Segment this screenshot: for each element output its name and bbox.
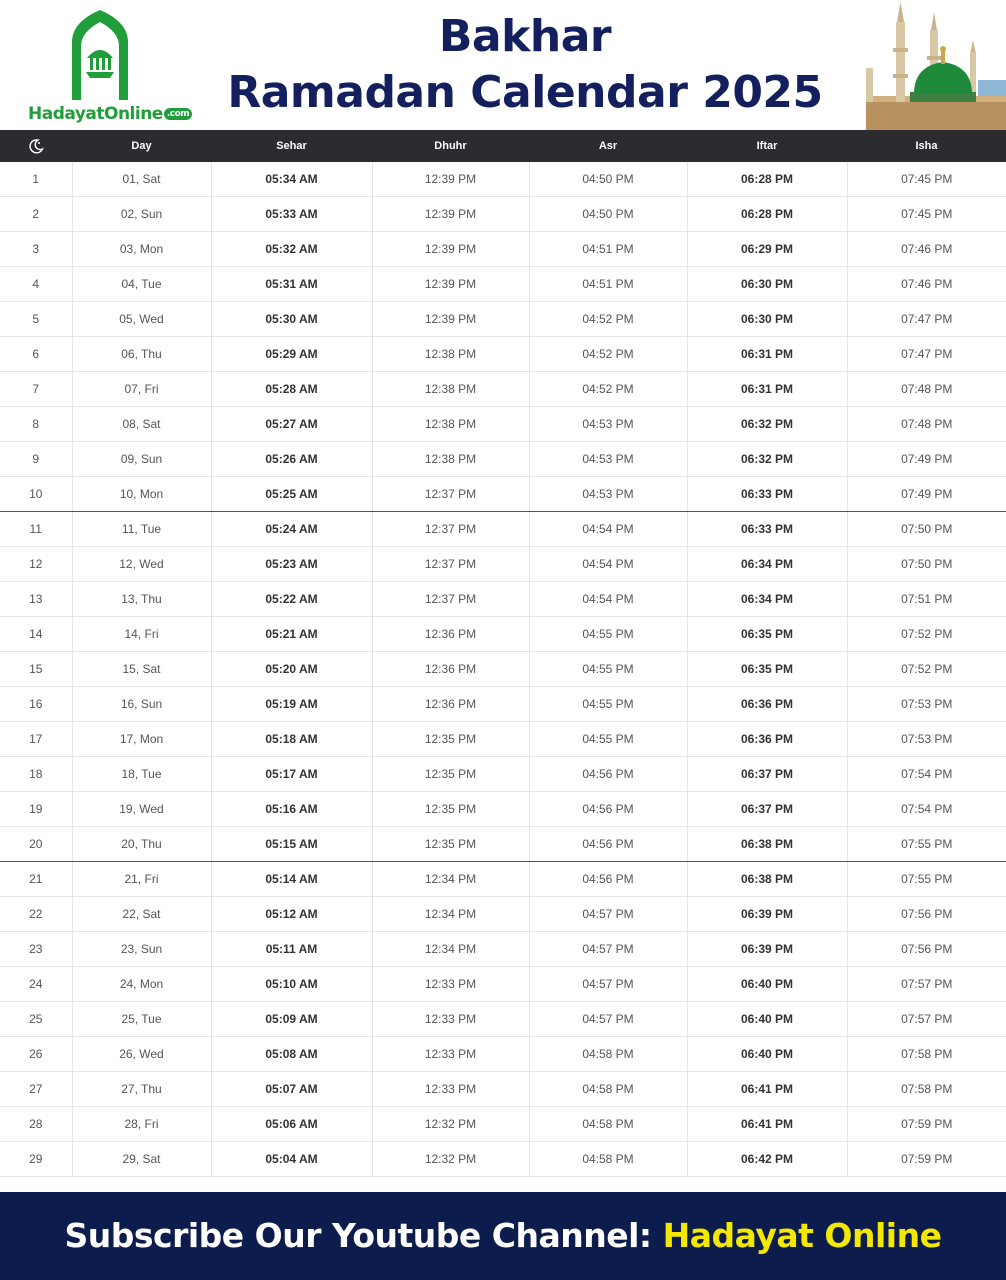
cell-index: 15 <box>0 652 72 687</box>
cell-sehar: 05:16 AM <box>211 792 372 827</box>
cell-index: 27 <box>0 1072 72 1107</box>
cell-iftar: 06:40 PM <box>687 1037 847 1072</box>
cell-day: 23, Sun <box>72 932 211 967</box>
cell-asr: 04:56 PM <box>529 792 687 827</box>
cell-dhuhr: 12:36 PM <box>372 652 529 687</box>
cell-dhuhr: 12:32 PM <box>372 1107 529 1142</box>
cell-isha: 07:55 PM <box>847 827 1006 862</box>
cell-dhuhr: 12:32 PM <box>372 1142 529 1177</box>
cell-asr: 04:51 PM <box>529 232 687 267</box>
cell-isha: 07:50 PM <box>847 547 1006 582</box>
cell-isha: 07:46 PM <box>847 267 1006 302</box>
cell-asr: 04:55 PM <box>529 617 687 652</box>
cell-index: 2 <box>0 197 72 232</box>
cell-sehar: 05:24 AM <box>211 512 372 547</box>
cell-iftar: 06:40 PM <box>687 1002 847 1037</box>
cell-dhuhr: 12:35 PM <box>372 722 529 757</box>
logo-suffix: .com <box>164 108 192 120</box>
cell-sehar: 05:28 AM <box>211 372 372 407</box>
cell-sehar: 05:26 AM <box>211 442 372 477</box>
logo-wordmark <box>28 104 192 124</box>
cell-isha: 07:59 PM <box>847 1142 1006 1177</box>
cell-iftar: 06:37 PM <box>687 757 847 792</box>
cell-isha: 07:52 PM <box>847 652 1006 687</box>
cell-iftar: 06:33 PM <box>687 477 847 512</box>
cell-iftar: 06:31 PM <box>687 337 847 372</box>
cell-isha: 07:52 PM <box>847 617 1006 652</box>
cell-isha: 07:55 PM <box>847 862 1006 897</box>
table-row <box>0 512 1006 547</box>
cell-iftar: 06:32 PM <box>687 407 847 442</box>
table-row <box>0 442 1006 477</box>
cell-index: 20 <box>0 827 72 862</box>
table-row <box>0 232 1006 267</box>
cell-dhuhr: 12:33 PM <box>372 1072 529 1107</box>
table-row <box>0 477 1006 512</box>
table-row <box>0 1072 1006 1107</box>
table-row <box>0 197 1006 232</box>
cell-isha: 07:58 PM <box>847 1072 1006 1107</box>
cell-iftar: 06:34 PM <box>687 547 847 582</box>
cell-isha: 07:53 PM <box>847 687 1006 722</box>
cell-isha: 07:47 PM <box>847 302 1006 337</box>
calendar-body <box>0 162 1006 1177</box>
table-header-row <box>0 130 1006 162</box>
cell-dhuhr: 12:34 PM <box>372 932 529 967</box>
cell-day: 12, Wed <box>72 547 211 582</box>
cell-sehar: 05:27 AM <box>211 407 372 442</box>
cell-iftar: 06:28 PM <box>687 197 847 232</box>
cell-day: 02, Sun <box>72 197 211 232</box>
cell-index: 10 <box>0 477 72 512</box>
table-row <box>0 897 1006 932</box>
site-logo[interactable] <box>28 8 188 126</box>
cell-iftar: 06:35 PM <box>687 617 847 652</box>
cell-dhuhr: 12:36 PM <box>372 687 529 722</box>
footer-text: Subscribe Our Youtube Channel: <box>64 1216 663 1255</box>
cell-isha: 07:58 PM <box>847 1037 1006 1072</box>
cell-index: 16 <box>0 687 72 722</box>
cell-sehar: 05:08 AM <box>211 1037 372 1072</box>
cell-day: 28, Fri <box>72 1107 211 1142</box>
cell-asr: 04:58 PM <box>529 1037 687 1072</box>
cell-dhuhr: 12:39 PM <box>372 162 529 197</box>
cell-asr: 04:56 PM <box>529 827 687 862</box>
cell-sehar: 05:34 AM <box>211 162 372 197</box>
cell-iftar: 06:38 PM <box>687 827 847 862</box>
cell-iftar: 06:39 PM <box>687 897 847 932</box>
cell-isha: 07:51 PM <box>847 582 1006 617</box>
cell-sehar: 05:15 AM <box>211 827 372 862</box>
cell-asr: 04:50 PM <box>529 197 687 232</box>
table-row <box>0 827 1006 862</box>
cell-sehar: 05:09 AM <box>211 1002 372 1037</box>
column-header-day: Day <box>72 130 211 162</box>
cell-dhuhr: 12:38 PM <box>372 407 529 442</box>
cell-day: 05, Wed <box>72 302 211 337</box>
cell-day: 24, Mon <box>72 967 211 1002</box>
cell-day: 25, Tue <box>72 1002 211 1037</box>
cell-index: 18 <box>0 757 72 792</box>
cell-asr: 04:58 PM <box>529 1107 687 1142</box>
cell-isha: 07:56 PM <box>847 932 1006 967</box>
cell-isha: 07:49 PM <box>847 442 1006 477</box>
ramadan-calendar-table <box>0 130 1006 1177</box>
cell-day: 15, Sat <box>72 652 211 687</box>
channel-name[interactable]: Hadayat Online <box>662 1216 942 1255</box>
cell-index: 21 <box>0 862 72 897</box>
table-row <box>0 302 1006 337</box>
cell-sehar: 05:18 AM <box>211 722 372 757</box>
cell-sehar: 05:25 AM <box>211 477 372 512</box>
cell-index: 9 <box>0 442 72 477</box>
cell-isha: 07:57 PM <box>847 967 1006 1002</box>
cell-sehar: 05:23 AM <box>211 547 372 582</box>
cell-sehar: 05:30 AM <box>211 302 372 337</box>
cell-dhuhr: 12:39 PM <box>372 302 529 337</box>
cell-day: 03, Mon <box>72 232 211 267</box>
cell-sehar: 05:19 AM <box>211 687 372 722</box>
table-row <box>0 617 1006 652</box>
table-row <box>0 407 1006 442</box>
cell-asr: 04:56 PM <box>529 862 687 897</box>
cell-day: 21, Fri <box>72 862 211 897</box>
cell-isha: 07:54 PM <box>847 757 1006 792</box>
table-row <box>0 862 1006 897</box>
cell-asr: 04:57 PM <box>529 932 687 967</box>
cell-iftar: 06:39 PM <box>687 932 847 967</box>
cell-index: 5 <box>0 302 72 337</box>
cell-index: 6 <box>0 337 72 372</box>
cell-day: 08, Sat <box>72 407 211 442</box>
cell-iftar: 06:37 PM <box>687 792 847 827</box>
logo-text: HadayatOnline <box>28 104 163 124</box>
cell-dhuhr: 12:39 PM <box>372 267 529 302</box>
cell-iftar: 06:30 PM <box>687 267 847 302</box>
cell-isha: 07:49 PM <box>847 477 1006 512</box>
cell-sehar: 05:32 AM <box>211 232 372 267</box>
cell-iftar: 06:36 PM <box>687 722 847 757</box>
cell-day: 01, Sat <box>72 162 211 197</box>
header <box>0 0 1006 130</box>
table-row <box>0 372 1006 407</box>
cell-dhuhr: 12:35 PM <box>372 792 529 827</box>
table-row <box>0 1002 1006 1037</box>
cell-day: 20, Thu <box>72 827 211 862</box>
cell-index: 1 <box>0 162 72 197</box>
cell-sehar: 05:14 AM <box>211 862 372 897</box>
cell-iftar: 06:34 PM <box>687 582 847 617</box>
cell-index: 13 <box>0 582 72 617</box>
crescent-moon-icon <box>28 138 44 154</box>
table-row <box>0 547 1006 582</box>
cell-dhuhr: 12:37 PM <box>372 582 529 617</box>
cell-day: 29, Sat <box>72 1142 211 1177</box>
cell-sehar: 05:06 AM <box>211 1107 372 1142</box>
cell-dhuhr: 12:39 PM <box>372 232 529 267</box>
cell-asr: 04:53 PM <box>529 407 687 442</box>
cell-asr: 04:54 PM <box>529 582 687 617</box>
cell-iftar: 06:32 PM <box>687 442 847 477</box>
cell-index: 12 <box>0 547 72 582</box>
cell-asr: 04:53 PM <box>529 477 687 512</box>
cell-isha: 07:45 PM <box>847 162 1006 197</box>
column-header-asr: Asr <box>529 130 687 162</box>
column-header-iftar: Iftar <box>687 130 847 162</box>
table-row <box>0 757 1006 792</box>
cell-day: 04, Tue <box>72 267 211 302</box>
cell-isha: 07:46 PM <box>847 232 1006 267</box>
cell-sehar: 05:21 AM <box>211 617 372 652</box>
cell-asr: 04:54 PM <box>529 547 687 582</box>
cell-dhuhr: 12:37 PM <box>372 512 529 547</box>
cell-index: 14 <box>0 617 72 652</box>
cell-dhuhr: 12:33 PM <box>372 1037 529 1072</box>
cell-iftar: 06:38 PM <box>687 862 847 897</box>
cell-index: 29 <box>0 1142 72 1177</box>
cell-index: 22 <box>0 897 72 932</box>
cell-iftar: 06:33 PM <box>687 512 847 547</box>
cell-dhuhr: 12:33 PM <box>372 967 529 1002</box>
table-row <box>0 1107 1006 1142</box>
cell-iftar: 06:36 PM <box>687 687 847 722</box>
cell-isha: 07:48 PM <box>847 407 1006 442</box>
cell-sehar: 05:10 AM <box>211 967 372 1002</box>
cell-asr: 04:52 PM <box>529 302 687 337</box>
table-row <box>0 652 1006 687</box>
cell-dhuhr: 12:38 PM <box>372 442 529 477</box>
cell-dhuhr: 12:39 PM <box>372 197 529 232</box>
cell-isha: 07:54 PM <box>847 792 1006 827</box>
cell-sehar: 05:04 AM <box>211 1142 372 1177</box>
cell-isha: 07:45 PM <box>847 197 1006 232</box>
table-row <box>0 162 1006 197</box>
cell-index: 23 <box>0 932 72 967</box>
cell-dhuhr: 12:34 PM <box>372 897 529 932</box>
cell-isha: 07:57 PM <box>847 1002 1006 1037</box>
cell-isha: 07:53 PM <box>847 722 1006 757</box>
mosque-arch-logo-icon <box>68 8 132 100</box>
cell-iftar: 06:41 PM <box>687 1072 847 1107</box>
cell-asr: 04:57 PM <box>529 967 687 1002</box>
cell-iftar: 06:35 PM <box>687 652 847 687</box>
table-row <box>0 582 1006 617</box>
cell-index: 19 <box>0 792 72 827</box>
cell-asr: 04:58 PM <box>529 1142 687 1177</box>
cell-isha: 07:50 PM <box>847 512 1006 547</box>
cell-sehar: 05:11 AM <box>211 932 372 967</box>
cell-isha: 07:48 PM <box>847 372 1006 407</box>
cell-asr: 04:50 PM <box>529 162 687 197</box>
cell-asr: 04:51 PM <box>529 267 687 302</box>
column-header-index <box>0 130 72 162</box>
cell-isha: 07:56 PM <box>847 897 1006 932</box>
page-title-city: Bakhar <box>438 11 612 62</box>
cell-day: 06, Thu <box>72 337 211 372</box>
cell-iftar: 06:30 PM <box>687 302 847 337</box>
table-row <box>0 932 1006 967</box>
cell-asr: 04:55 PM <box>529 687 687 722</box>
cell-day: 26, Wed <box>72 1037 211 1072</box>
cell-day: 14, Fri <box>72 617 211 652</box>
cell-day: 11, Tue <box>72 512 211 547</box>
cell-index: 17 <box>0 722 72 757</box>
cell-index: 25 <box>0 1002 72 1037</box>
cell-iftar: 06:41 PM <box>687 1107 847 1142</box>
cell-asr: 04:54 PM <box>529 512 687 547</box>
cell-asr: 04:57 PM <box>529 1002 687 1037</box>
column-header-sehar: Sehar <box>211 130 372 162</box>
cell-iftar: 06:29 PM <box>687 232 847 267</box>
cell-sehar: 05:17 AM <box>211 757 372 792</box>
cell-asr: 04:52 PM <box>529 337 687 372</box>
cell-dhuhr: 12:36 PM <box>372 617 529 652</box>
cell-day: 16, Sun <box>72 687 211 722</box>
table-row <box>0 792 1006 827</box>
cell-isha: 07:59 PM <box>847 1107 1006 1142</box>
cell-day: 19, Wed <box>72 792 211 827</box>
cell-sehar: 05:33 AM <box>211 197 372 232</box>
cell-day: 22, Sat <box>72 897 211 932</box>
cell-dhuhr: 12:35 PM <box>372 827 529 862</box>
cell-sehar: 05:22 AM <box>211 582 372 617</box>
cell-index: 8 <box>0 407 72 442</box>
cell-index: 4 <box>0 267 72 302</box>
cell-asr: 04:56 PM <box>529 757 687 792</box>
page-title: Ramadan Calendar 2025 <box>227 67 823 118</box>
cell-day: 09, Sun <box>72 442 211 477</box>
cell-asr: 04:53 PM <box>529 442 687 477</box>
cell-dhuhr: 12:34 PM <box>372 862 529 897</box>
cell-asr: 04:55 PM <box>529 722 687 757</box>
cell-day: 18, Tue <box>72 757 211 792</box>
cell-asr: 04:55 PM <box>529 652 687 687</box>
table-row <box>0 1037 1006 1072</box>
cell-dhuhr: 12:35 PM <box>372 757 529 792</box>
cell-iftar: 06:40 PM <box>687 967 847 1002</box>
cell-dhuhr: 12:33 PM <box>372 1002 529 1037</box>
cell-dhuhr: 12:37 PM <box>372 477 529 512</box>
table-row <box>0 267 1006 302</box>
cell-index: 11 <box>0 512 72 547</box>
footer-banner <box>0 1192 1006 1280</box>
cell-index: 26 <box>0 1037 72 1072</box>
cell-isha: 07:47 PM <box>847 337 1006 372</box>
cell-day: 10, Mon <box>72 477 211 512</box>
column-header-isha: Isha <box>847 130 1006 162</box>
cell-dhuhr: 12:37 PM <box>372 547 529 582</box>
cell-dhuhr: 12:38 PM <box>372 337 529 372</box>
cell-iftar: 06:28 PM <box>687 162 847 197</box>
cell-index: 24 <box>0 967 72 1002</box>
cell-day: 13, Thu <box>72 582 211 617</box>
cell-sehar: 05:31 AM <box>211 267 372 302</box>
table-row <box>0 1142 1006 1177</box>
cell-index: 28 <box>0 1107 72 1142</box>
table-row <box>0 337 1006 372</box>
table-row <box>0 722 1006 757</box>
cell-sehar: 05:07 AM <box>211 1072 372 1107</box>
cell-sehar: 05:12 AM <box>211 897 372 932</box>
green-dome-mosque-icon <box>866 0 1006 130</box>
cell-asr: 04:58 PM <box>529 1072 687 1107</box>
cell-index: 3 <box>0 232 72 267</box>
column-header-dhuhr: Dhuhr <box>372 130 529 162</box>
cell-index: 7 <box>0 372 72 407</box>
table-row <box>0 967 1006 1002</box>
cell-dhuhr: 12:38 PM <box>372 372 529 407</box>
cell-iftar: 06:31 PM <box>687 372 847 407</box>
cell-iftar: 06:42 PM <box>687 1142 847 1177</box>
table-row <box>0 687 1006 722</box>
cell-asr: 04:52 PM <box>529 372 687 407</box>
cell-sehar: 05:20 AM <box>211 652 372 687</box>
cell-sehar: 05:29 AM <box>211 337 372 372</box>
cell-day: 17, Mon <box>72 722 211 757</box>
cell-day: 07, Fri <box>72 372 211 407</box>
cell-day: 27, Thu <box>72 1072 211 1107</box>
cell-asr: 04:57 PM <box>529 897 687 932</box>
